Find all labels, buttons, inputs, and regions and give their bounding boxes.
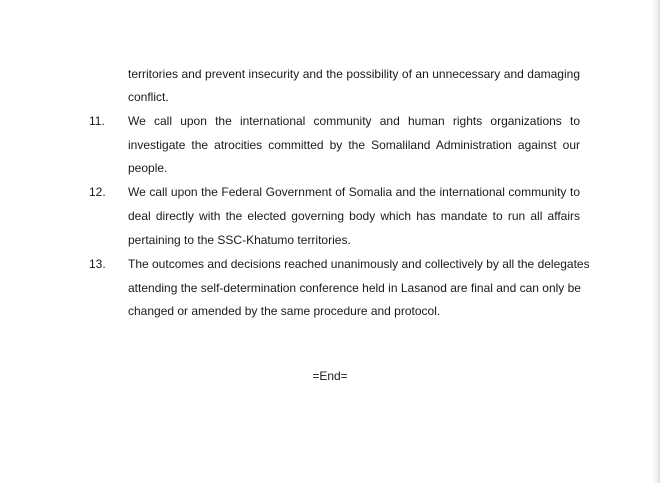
page-edge-shadow (652, 0, 660, 483)
paragraph-line: deal directly with the elected governing body which has mandate to run all affairs (128, 209, 580, 223)
paragraph-line: We call upon the international community and human rights organizations to (128, 114, 580, 128)
end-marker: =End= (312, 369, 348, 383)
item-number-12: 12. (89, 185, 106, 199)
paragraph-line: changed or amended by the same procedure and protocol. (128, 304, 441, 318)
paragraph-line: territories and prevent insecurity and the possibility of an unnecessary and damaging (128, 67, 580, 81)
paragraph-line: investigate the atrocities committed by the Somaliland Administration against our (128, 138, 580, 152)
paragraph-line: people. (128, 161, 168, 175)
paragraph-line: attending the self-determination conference held in Lasanod are final and can only be (128, 281, 581, 295)
item-number-11: 11. (89, 114, 105, 128)
paragraph-line: The outcomes and decisions reached unanimously and collectively by all the delegates (128, 257, 590, 271)
paragraph-line: conflict. (128, 90, 169, 104)
paragraph-line: We call upon the Federal Government of Somalia and the international community to (128, 185, 580, 199)
paragraph-line: pertaining to the SSC-Khatumo territories. (128, 233, 351, 247)
item-number-13: 13. (89, 257, 106, 271)
